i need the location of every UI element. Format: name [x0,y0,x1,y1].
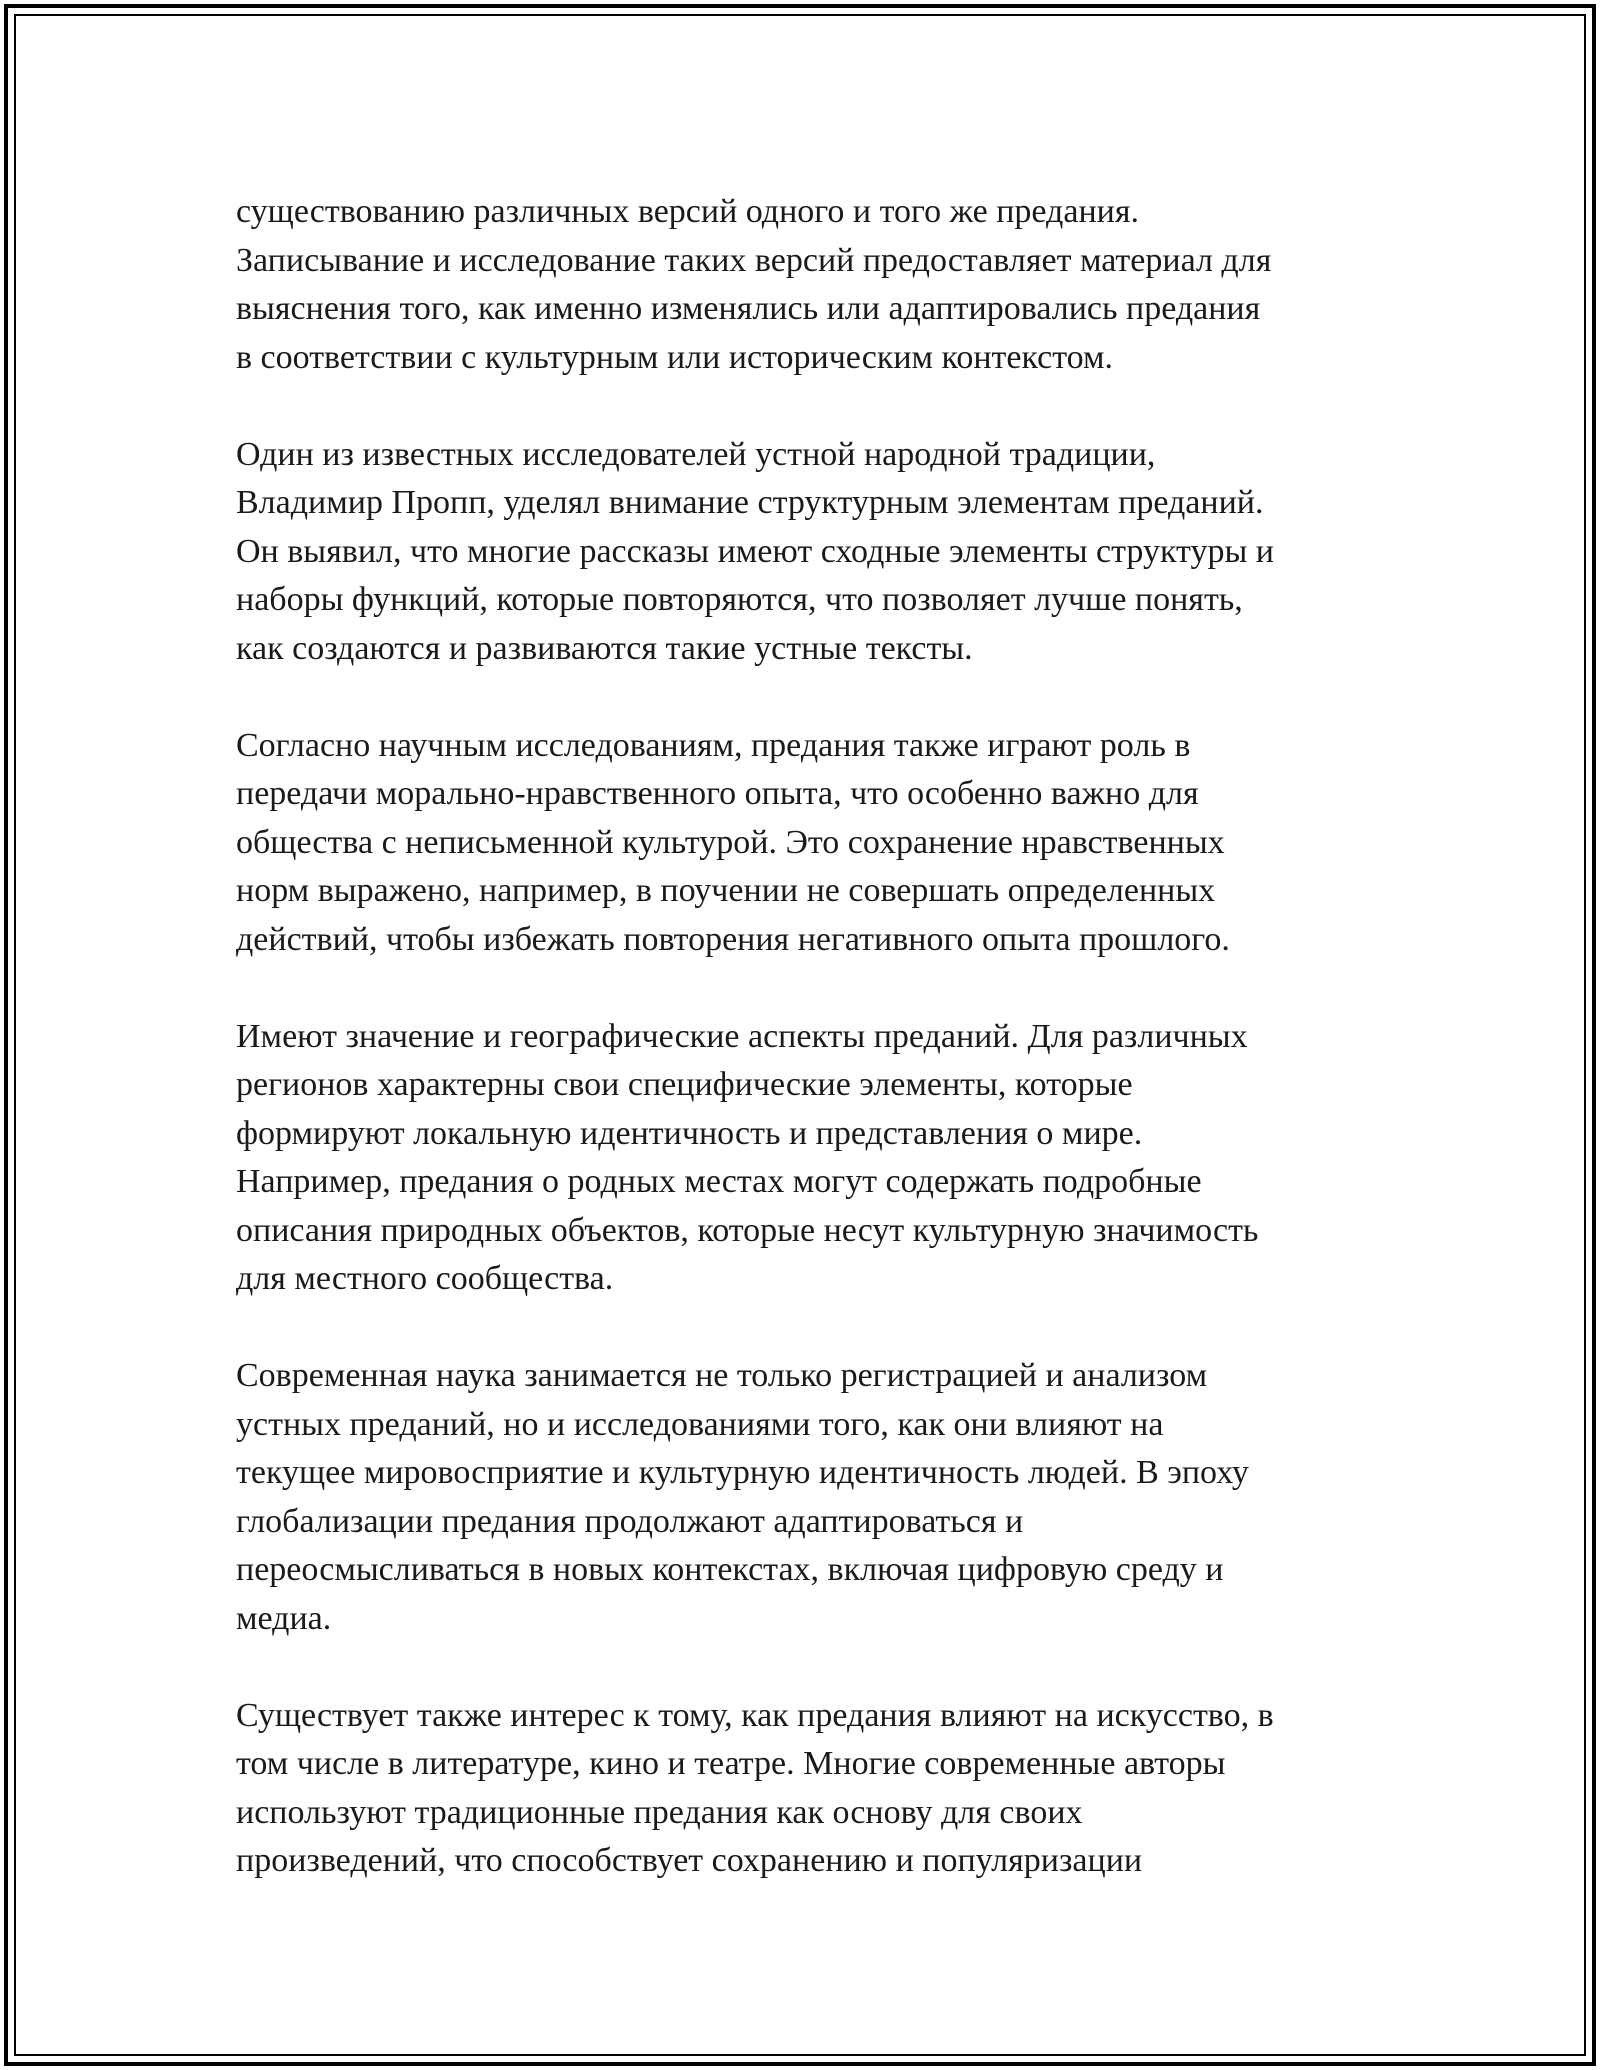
text-line: действий, чтобы избежать повторения негативного опыта прошлого. [236,920,1230,958]
text-line: существованию различных версий одного и того же предания. [236,193,1139,230]
text-line: переосмысливаться в новых контекстах, включая цифровую среду и [236,1551,1224,1588]
text-line: том числе в литературе, кино и театре. Многие современные авторы [236,1745,1226,1782]
text-line: Имеют значение и географические аспекты преданий. Для различных [236,1017,1248,1055]
text-line: регионов характерны свои специфические элементы, которые [236,1066,1133,1103]
text-line: норм выражено, например, в поучении не совершать определенных [236,872,1216,909]
paragraph-modern-science [236,1352,1386,1643]
text-line: Он выявил, что многие рассказы имеют сходные элементы структуры и [236,532,1274,570]
text-line: Записывание и исследование таких версий предоставляет материал для [236,241,1272,279]
text-line: передачи морально-нравственного опыта, что особенно важно для [236,775,1199,812]
text-line: медиа. [236,1599,332,1637]
text-line: общества с неписьменной культурой. Это сохранение нравственных [236,823,1225,861]
text-line: наборы функций, которые повторяются, что позволяет лучше понять, [236,581,1243,618]
text-line: используют традиционные предания как основу для своих [236,1793,1083,1831]
paragraph-moral [236,722,1386,965]
text-line: Согласно научным исследованиям, предания также играют роль в [236,726,1191,764]
text-line: для местного сообщества. [236,1260,614,1297]
text-line: устных преданий, но и исследованиями того, как они влияют на [236,1405,1164,1443]
text-line: текущее мировосприятие и культурную идентичность людей. В эпоху [236,1454,1249,1491]
text-line: Один из известных исследователей устной народной традиции, [236,435,1156,473]
text-line: произведений, что способствует сохранению и популяризации [236,1842,1143,1879]
paragraph-propp [236,431,1386,674]
text-line: Например, предания о родных местах могут содержать подробные [236,1163,1202,1200]
text-line: как создаются и развиваются такие устные тексты. [236,629,973,667]
document-body [236,188,1386,1934]
text-line: Владимир Пропп, уделял внимание структурным элементам преданий. [236,484,1264,521]
text-line: в соответствии с культурным или историческим контекстом. [236,338,1114,376]
paragraph-geography [236,1013,1386,1304]
text-line: Современная наука занимается не только регистрацией и анализом [236,1357,1208,1394]
text-line: выяснения того, как именно изменялись или адаптировались предания [236,290,1261,327]
paragraph-art [236,1692,1386,1886]
text-line: описания природных объектов, которые несут культурную значимость [236,1211,1259,1249]
text-line: формируют локальную идентичность и представления о мире. [236,1114,1143,1152]
text-line: Существует также интерес к тому, как предания влияют на искусство, в [236,1696,1274,1734]
text-line: глобализации предания продолжают адаптироваться и [236,1502,1024,1540]
paragraph-versions [236,188,1386,382]
